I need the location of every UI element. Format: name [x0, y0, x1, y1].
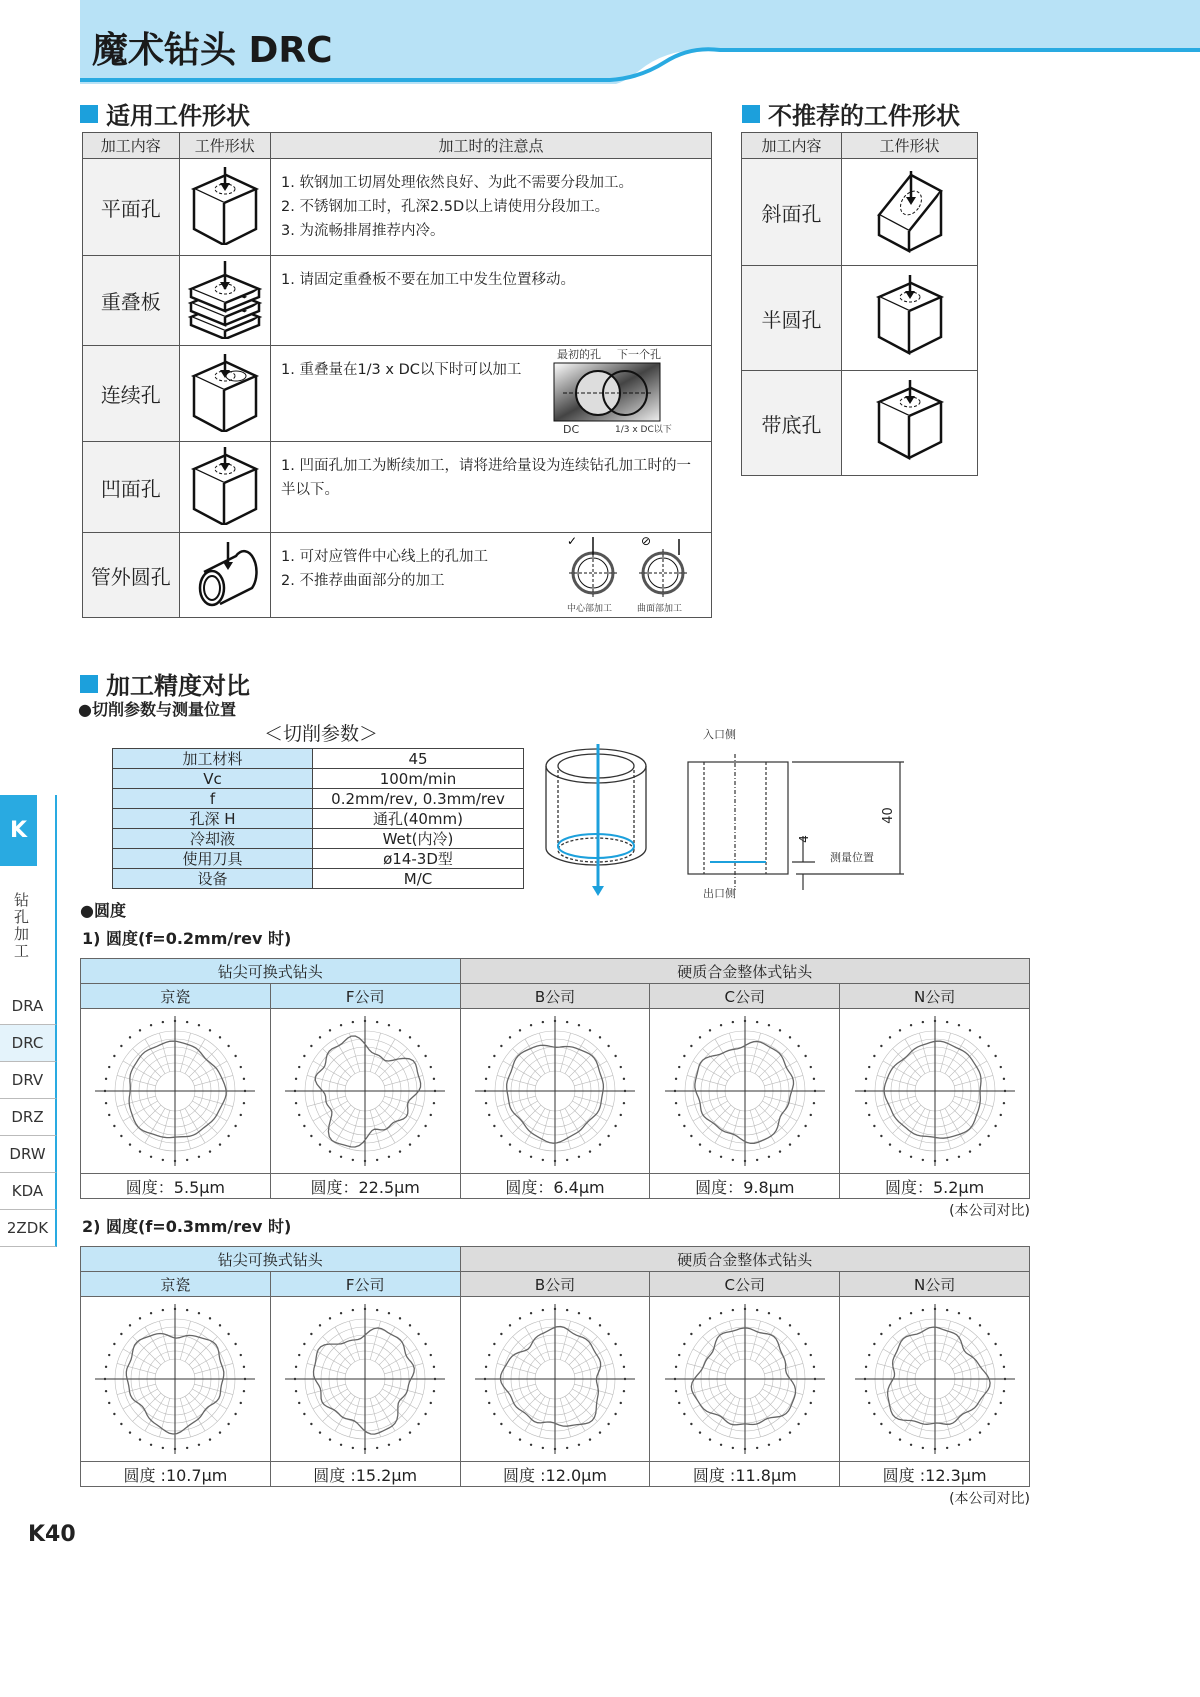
param-row	[113, 769, 524, 789]
roundness-value: 圆度：6.4μm	[460, 1174, 650, 1199]
category-label: 钻孔加工	[14, 891, 30, 960]
company-header: B公司	[460, 1272, 650, 1297]
suitable-shapes-table: 加工内容 工件形状 加工时的注意点 平面孔 1. 软钢加工切屑处理依然良好、为此不需要分段加工。 2. 不锈钢加工时，孔深2.5D以上请使用分段加工。 3. 为流畅排屑推荐内冷。 重叠板 1. 请固定重叠板不要在加工中发生位置移动。 连续孔 1. 重叠量在1/3 x DC以下时可以加工 最初的孔 下一个孔 DC 1/3 x DC以下 凹面孔 1. 凹面孔加工为断续加工，请将进给量设为连续钻孔加工时的一半以下。 管外圆孔 1. 可对应管件中心线上的孔加工 2. 不推荐曲面部分的加工 ✓ ⊘ 中心部加工 曲面部加工	[82, 132, 712, 618]
roundness-value: 圆度 :10.7μm	[81, 1462, 271, 1487]
section-suitable-title: 适用工件形状	[80, 96, 250, 131]
roundness-title: ●圆度	[80, 901, 126, 920]
param-name: 冷却液	[113, 829, 313, 849]
table-row: 连续孔 1. 重叠量在1/3 x DC以下时可以加工 最初的孔 下一个孔 DC 1/3 x DC以下	[83, 346, 712, 442]
page-title: 魔术钻头 DRC	[92, 30, 333, 71]
company-header: F公司	[270, 984, 460, 1009]
section-accuracy-title: 加工精度对比	[80, 666, 250, 701]
param-row	[113, 809, 524, 829]
offset-label: 4	[796, 835, 811, 843]
sidebar-tab-drw[interactable]: DRW	[0, 1136, 57, 1173]
roundness-polar-chart	[81, 1297, 271, 1462]
sidebar-tab-kda[interactable]: KDA	[0, 1173, 57, 1210]
company-header: 京瓷	[81, 984, 271, 1009]
roundness-value: 圆度：9.8μm	[650, 1174, 840, 1199]
sidebar-tab-drv[interactable]: DRV	[0, 1062, 57, 1099]
concave-hole-icon	[179, 442, 270, 533]
param-value: 100m/min	[313, 769, 524, 789]
group-header: 钻尖可换式钻头	[81, 1247, 461, 1272]
roundness-value: 圆度 :11.8μm	[650, 1462, 840, 1487]
param-name: 孔深 H	[113, 809, 313, 829]
roundness-polar-chart	[270, 1009, 460, 1174]
param-value: 通孔(40mm)	[313, 809, 524, 829]
roundness-value: 圆度 :12.3μm	[840, 1462, 1030, 1487]
roundness-polar-chart	[270, 1297, 460, 1462]
roundness-value: 圆度：5.2μm	[840, 1174, 1030, 1199]
table-row: 重叠板 1. 请固定重叠板不要在加工中发生位置移动。	[83, 256, 712, 346]
section-tab-k[interactable]: K	[0, 795, 37, 866]
outlet-label: 出口侧	[703, 887, 736, 900]
roundness-table	[80, 958, 1030, 1199]
measure-position-label: 测量位置	[830, 851, 874, 864]
table-row: 斜面孔	[742, 159, 978, 266]
roundness-caption: 2) 圆度(f=0.3mm/rev 时)	[82, 1217, 292, 1236]
roundness-table	[80, 1246, 1030, 1487]
roundness-polar-chart	[650, 1297, 840, 1462]
param-name: Vc	[113, 769, 313, 789]
param-row	[113, 829, 524, 849]
roundness-value: 圆度：5.5μm	[81, 1174, 271, 1199]
roundness-polar-chart	[460, 1297, 650, 1462]
workpiece-3d-diagram	[544, 740, 656, 900]
table-row: 半圆孔	[742, 266, 978, 371]
param-row	[113, 749, 524, 769]
params-title: ＜切削参数＞	[264, 723, 379, 745]
param-row	[113, 869, 524, 889]
roundness-caption: 1) 圆度(f=0.2mm/rev 时)	[82, 929, 292, 948]
param-name: 使用刀具	[113, 849, 313, 869]
table-row: 平面孔 1. 软钢加工切屑处理依然良好、为此不需要分段加工。 2. 不锈钢加工时，孔深2.5D以上请使用分段加工。 3. 为流畅排屑推荐内冷。	[83, 159, 712, 256]
inlet-label: 入口侧	[703, 728, 736, 741]
stacked-plate-icon	[179, 256, 270, 346]
param-value: Wet(内冷)	[313, 829, 524, 849]
svg-text:✓: ✓	[567, 535, 578, 548]
roundness-polar-chart	[650, 1009, 840, 1174]
param-value: 45	[313, 749, 524, 769]
continuous-hole-icon	[179, 346, 270, 442]
param-name: 加工材料	[113, 749, 313, 769]
company-header: F公司	[270, 1272, 460, 1297]
roundness-polar-chart	[460, 1009, 650, 1174]
group-header: 硬质合金整体式钻头	[460, 1247, 1029, 1272]
company-header: N公司	[840, 1272, 1030, 1297]
half-round-hole-icon	[842, 266, 978, 371]
param-name: f	[113, 789, 313, 809]
company-header: C公司	[650, 984, 840, 1009]
group-header: 钻尖可换式钻头	[81, 959, 461, 984]
param-row	[113, 849, 524, 869]
param-value: M/C	[313, 869, 524, 889]
sidebar-tab-drc[interactable]: DRC	[0, 1025, 57, 1062]
company-header: B公司	[460, 984, 650, 1009]
roundness-polar-chart	[840, 1009, 1030, 1174]
overlap-figure: 最初的孔 下一个孔 DC 1/3 x DC以下	[553, 348, 703, 436]
depth-label: 40	[880, 807, 896, 824]
roundness-value: 圆度 :15.2μm	[270, 1462, 460, 1487]
param-value: ø14-3D型	[313, 849, 524, 869]
comparison-note: (本公司对比)	[949, 1203, 1030, 1219]
not-recommended-table: 加工内容 工件形状 斜面孔 半圆孔 带底孔	[741, 132, 978, 476]
param-value: 0.2mm/rev, 0.3mm/rev	[313, 789, 524, 809]
section-not-recommended-title: 不推荐的工件形状	[742, 96, 960, 131]
svg-text:⊘: ⊘	[641, 535, 652, 548]
company-header: C公司	[650, 1272, 840, 1297]
company-header: N公司	[840, 984, 1030, 1009]
blind-hole-icon	[842, 371, 978, 476]
param-name: 设备	[113, 869, 313, 889]
sidebar-tab-2zdk[interactable]: 2ZDK	[0, 1210, 57, 1247]
pipe-figure: ✓ ⊘ 中心部加工 曲面部加工	[561, 535, 701, 617]
slanted-hole-icon	[842, 159, 978, 266]
table-row: 带底孔	[742, 371, 978, 476]
group-header: 硬质合金整体式钻头	[460, 959, 1029, 984]
table-row: 管外圆孔 1. 可对应管件中心线上的孔加工 2. 不推荐曲面部分的加工 ✓ ⊘ 中心部加工 曲面部加工	[83, 533, 712, 618]
pipe-hole-icon	[179, 533, 270, 618]
roundness-polar-chart	[840, 1297, 1030, 1462]
roundness-value: 圆度：22.5μm	[270, 1174, 460, 1199]
comparison-note: (本公司对比)	[949, 1491, 1030, 1507]
company-header: 京瓷	[81, 1272, 271, 1297]
table-row: 凹面孔 1. 凹面孔加工为断续加工，请将进给量设为连续钻孔加工时的一半以下。	[83, 442, 712, 533]
param-row	[113, 789, 524, 809]
roundness-polar-chart	[81, 1009, 271, 1174]
params-subtitle: ●切削参数与测量位置	[78, 700, 236, 719]
measurement-section-diagram	[680, 740, 940, 900]
cutting-params-table	[112, 748, 524, 889]
page-number: K40	[28, 1522, 76, 1547]
sidebar-tab-dra[interactable]: DRA	[0, 988, 57, 1025]
roundness-value: 圆度 :12.0μm	[460, 1462, 650, 1487]
flat-hole-icon	[179, 159, 270, 256]
sidebar-tab-drz[interactable]: DRZ	[0, 1099, 57, 1136]
